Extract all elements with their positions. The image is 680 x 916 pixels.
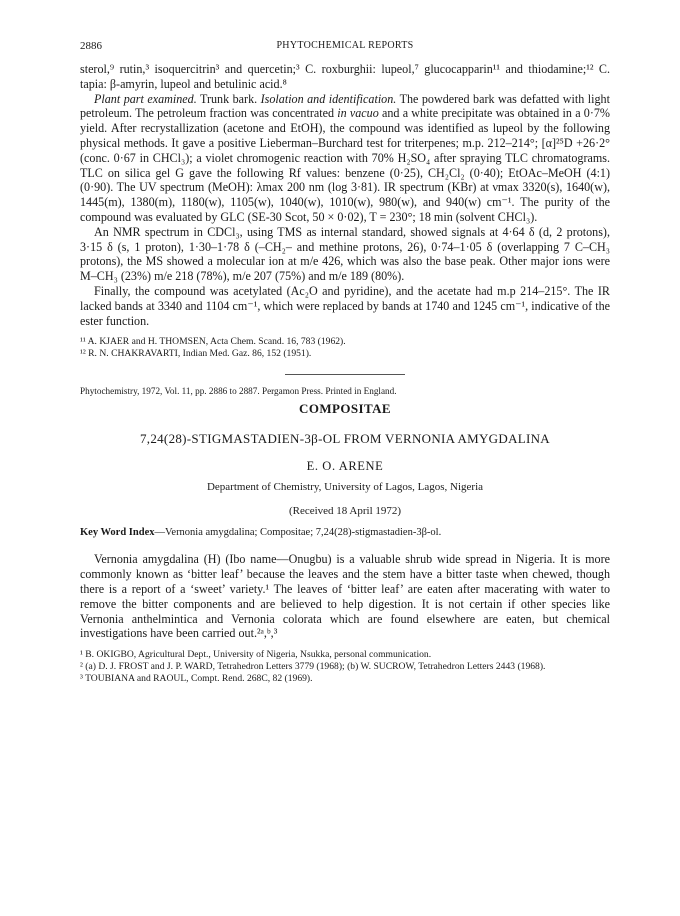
keyword-label: Key Word Index [80,527,155,539]
isolation-heading: Isolation and identification. [260,91,397,106]
running-header [80,40,610,62]
footnote-11: ¹¹ A. KJAER and H. THOMSEN, Acta Chem. Scand. 16, 783 (1962). [80,336,346,348]
author-name: E. O. ARENE [306,459,384,474]
nmr-paragraph: An NMR spectrum in CDCl₃, using TMS as internal standard, showed signals at 4·64 δ (d, 2 protons), 3·15 δ (s, 1 proton), 1·30–1·78 δ (–CH₂– and methine protons, 26), 0·74–1·05 δ (overlapping 7 C–CH₃ protons), the MS showed a molecular ion at m/e 426, which was also the base peak. Other major ions were M–CH₃ (23%) m/e 218 (78%), m/e 207 (75%) and m/e 189 (80%). [80,224,610,284]
affiliation: Department of Chemistry, University of Lagos, Lagos, Nigeria [206,481,484,494]
page-number: 2886 [80,40,102,52]
plant-part-text: Trunk bark. [200,91,258,106]
running-title: PHYTOCHEMICAL REPORTS [276,40,414,51]
continued-paragraph: sterol,⁹ rutin,³ isoquercitrin³ and quercetin;³ C. roxburghii: lupeol,⁷ glucocapparin¹¹ and thiodamine;¹² C. tapia: β-amyrin, lupeol and betulinic acid.⁸ [80,62,610,91]
top-footnotes [80,336,610,360]
plant-part-paragraph [80,92,610,225]
received-date: (Received 18 April 1972) [288,505,402,518]
divider-rule [285,374,405,375]
footnote-12: ¹² R. N. CHAKRAVARTI, Indian Med. Gaz. 86, 152 (1951). [80,348,312,360]
keyword-index [80,527,610,538]
isolation-text-1: The powdered bark was defatted with light petroleum. The petroleum fraction was concentrated [80,91,610,121]
footnote-2: ² (a) D. J. FROST and J. P. WARD, Tetrahedron Letters 3779 (1968); (b) W. SUCROW, Tetrahedron Letters 2443 (1968). [80,661,546,673]
isolation-text-2: and a white precipitate was obtained in a 0·7% yield. After recrystallization (acetone and EtOH), the compound was identified as lupeol by the following physical methods. It gave a positive Lieberman–Burchard test for triterpenes; m.p. 212–214°; [α]²⁵D +26·2° (conc. 0·67 in CHCl₃); a violet chromogenic reaction with 70% H₂SO₄ after spraying TLC chromatograms. TLC on silica gel G gave the following Rf values: benzene (0·25), CH₂Cl₂ (0·40); EtOAc–MeOH (4:1) (0·90). The UV spectrum (MeOH): λmax 200 nm (log 3·81). IR spectrum (KBr) at νmax 3320(s), 1640(w), 1445(m), 1380(m), 1180(w), 1105(w), 1040(w), 1010(w), 980(w), and 940(w) cm⁻¹. The purity of the compound was evaluated by GLC (SE-30 Scot, 50 × 0·02), T = 230°; 18 min (solvent CHCl₃). [80,106,610,224]
acetylation-paragraph: Finally, the compound was acetylated (Ac₂O and pyridine), and the acetate had m.p 214–215°. The IR lacked bands at 3340 and 1104 cm⁻¹, which were replaced by bands at 1740 and 1245 cm⁻¹, indicative of the ester function. [80,283,610,328]
section-heading: COMPOSITAE [299,401,391,417]
article-title: 7,24(28)-STIGMASTADIEN-3β-OL FROM VERNONIA AMYGDALINA [139,431,550,447]
in-vacuo-text: in vacuo [337,106,379,121]
article-footnotes [80,649,610,685]
keyword-list: —Vernonia amygdalina; Compositae; 7,24(28)-stigmastadien-3β-ol. [154,527,442,539]
plant-part-heading: Plant part examined. [94,91,197,106]
article-body: Vernonia amygdalina (H) (Ibo name—Onugbu) is a valuable shrub wide spread in Nigeria. It is more commonly known as ‘bitter leaf’ because the leaves and the stem have a bitter taste when chewed, though there is a report of a ‘sweet’ variety.¹ The leaves of ‘bitter leaf’ are eaten after macerating with water to remove the bitter components and are believed to help digestion. It is not certain if other species like Vernonia anthelmintica and Vernonia colorata which are found elsewhere are eaten, but chemical investigations have been carried out.²ᵃ,ᵇ,³ [80,552,610,641]
footnote-3: ³ TOUBIANA and RAOUL, Compt. Rend. 268C, 82 (1969). [80,673,313,685]
journal-page [80,40,610,685]
footnote-1: ¹ B. OKIGBO, Agricultural Dept., University of Nigeria, Nsukka, personal communication. [80,649,432,661]
publication-line: Phytochemistry, 1972, Vol. 11, pp. 2886 to 2887. Pergamon Press. Printed in England. [80,386,397,397]
